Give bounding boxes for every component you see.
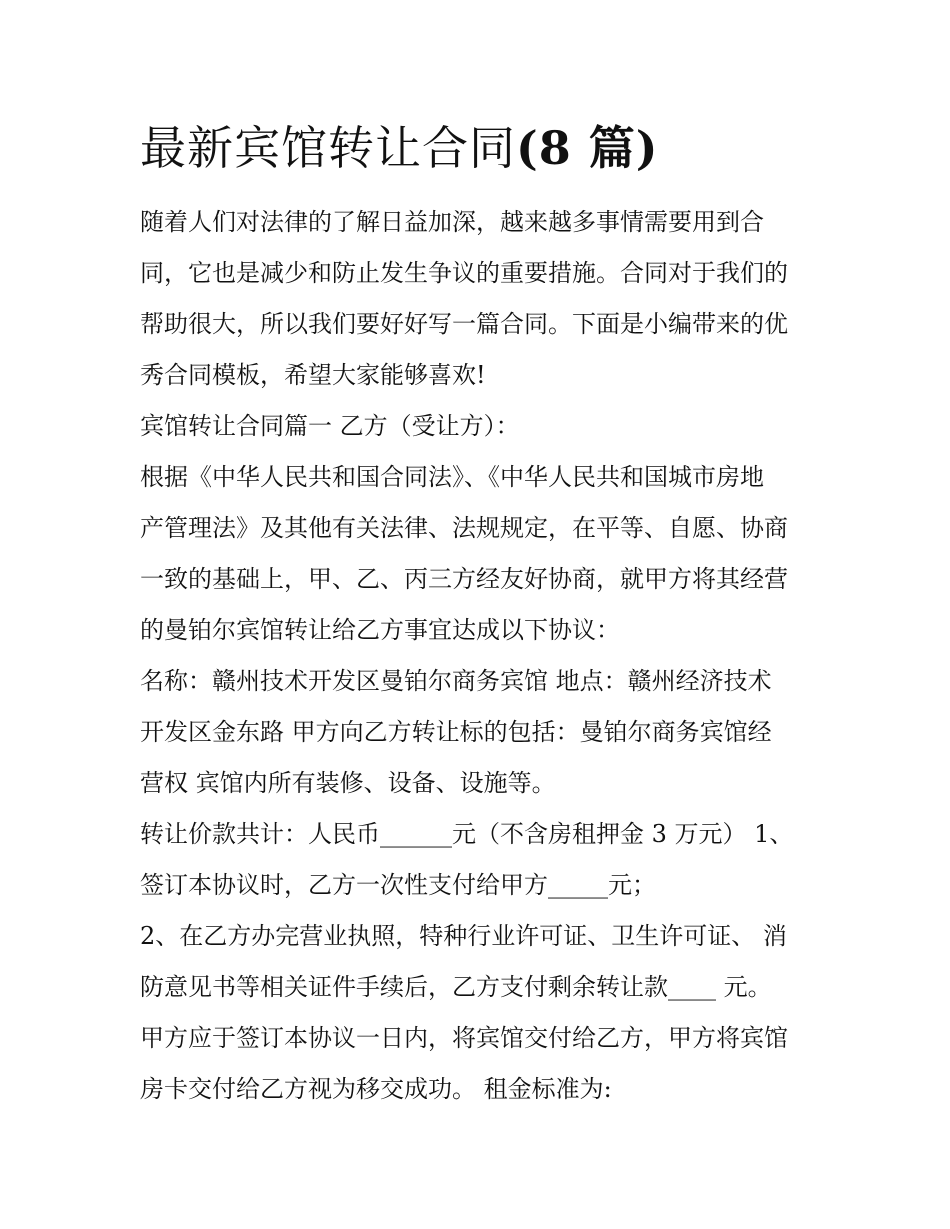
body-line: 开发区金东路 甲方向乙方转让标的包括：曼铂尔商务宾馆经 [140,718,772,746]
body-line: 的曼铂尔宾馆转让给乙方事宜达成以下协议： [140,616,620,644]
body-line: 随着人们对法律的了解日益加深，越来越多事情需要用到合 [140,208,764,236]
document-title [140,115,659,181]
body-line: 甲方应于签订本协议一日内，将宾馆交付给乙方，甲方将宾馆 [140,1024,788,1052]
body-line: 同，它也是减少和防止发生争议的重要措施。合同对于我们的 [140,259,788,287]
body-line: 名称：赣州技术开发区曼铂尔商务宾馆 地点：赣州经济技术 [140,667,772,695]
document-body [140,197,820,1115]
body-line: 防意见书等相关证件手续后，乙方支付剩余转让款____ 元。 [140,973,772,1001]
body-line: 一致的基础上，甲、乙、丙三方经友好协商，就甲方将其经营 [140,565,788,593]
body-line: 帮助很大，所以我们要好好写一篇合同。下面是小编带来的优 [140,310,788,338]
body-line: 营权 宾馆内所有装修、设备、设施等。 [140,769,556,797]
title-main: 最新宾馆转让合同 [140,121,516,175]
body-line: 转让价款共计：人民币______元（不含房租押金 3 万元） 1、 [140,820,794,848]
body-line: 签订本协议时，乙方一次性支付给甲方_____元； [140,871,656,899]
body-line: 秀合同模板，希望大家能够喜欢! [140,361,486,389]
body-line: 产管理法》及其他有关法律、法规规定，在平等、自愿、协商 [140,514,788,542]
body-line: 2、在乙方办完营业执照，特种行业许可证、卫生许可证、 消 [140,922,787,950]
body-line: 根据《中华人民共和国合同法》、《中华人民共和国城市房地 [140,463,764,491]
section-heading: 宾馆转让合同篇一 乙方（受让方）： [140,412,520,440]
body-line: 房卡交付给乙方视为移交成功。 租金标准为: [140,1075,612,1103]
title-suffix: (8 篇) [516,121,659,175]
